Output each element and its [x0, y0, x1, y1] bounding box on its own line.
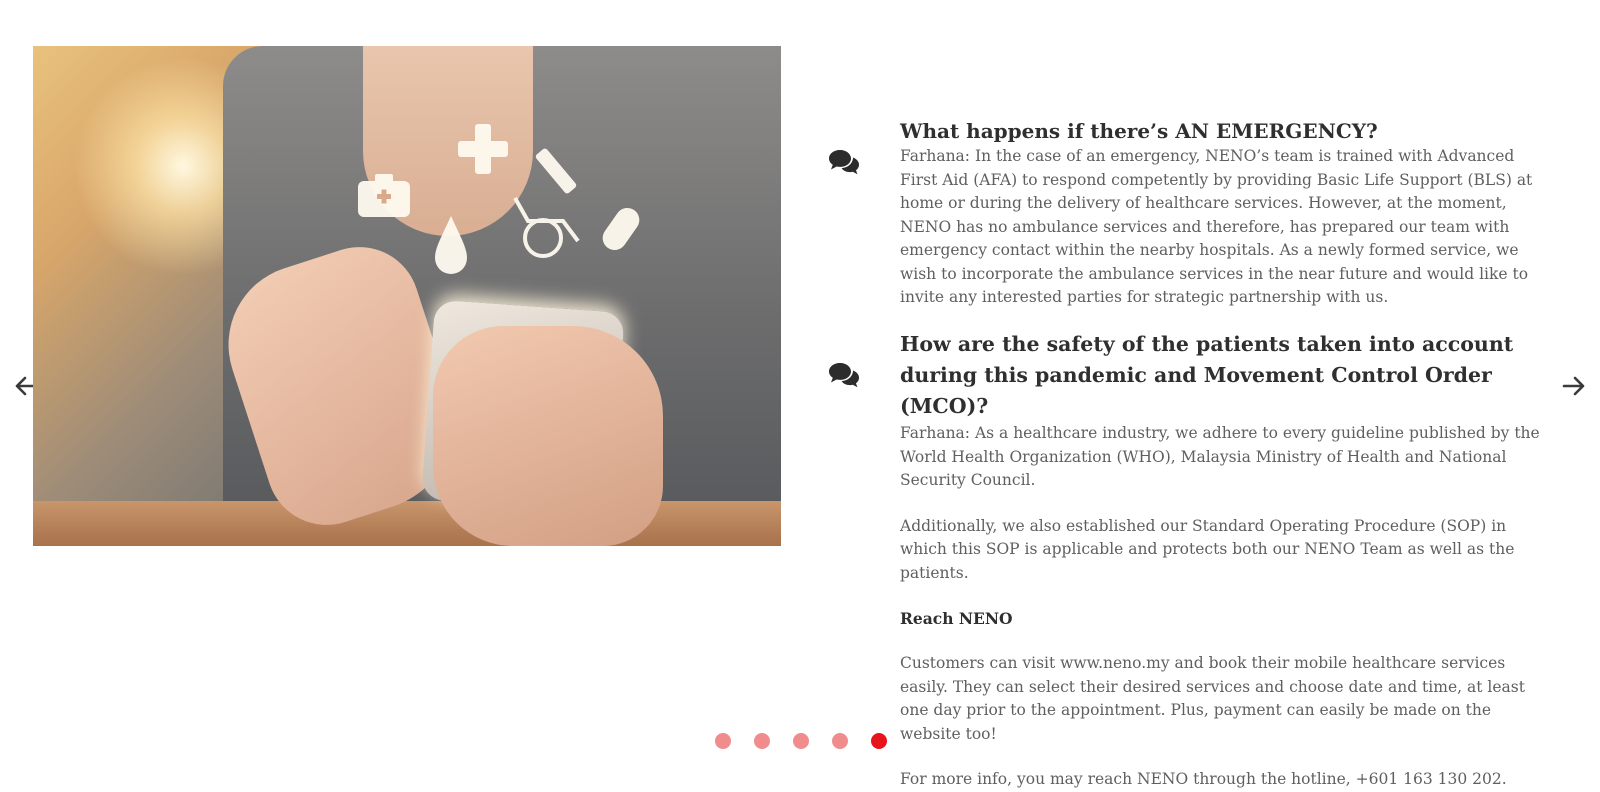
carousel-next-button[interactable] — [1558, 370, 1590, 402]
carousel-dot-1[interactable] — [715, 733, 731, 749]
faq-question: What happens if there’s AN EMERGENCY? — [900, 119, 1378, 143]
carousel-pagination — [715, 733, 887, 749]
carousel-dot-5[interactable] — [871, 733, 887, 749]
arrow-right-icon — [1558, 370, 1590, 402]
faq-answer: Farhana: In the case of an emergency, NENO’s team is trained with Advanced First Aid (AFA) to respond competently by providing Basic Life Support (BLS) at home or during the delivery of healthcare services. However, at the moment, NENO has no ambulance services and therefore, has prepared our team with emergency contact within the nearby hospitals. As a newly formed service, we wish to incorporate the ambulance services in the near future and would like to invite any interested parties for strategic partnership with us. — [900, 147, 1533, 306]
carousel-dot-2[interactable] — [754, 733, 770, 749]
faq-item — [900, 117, 1540, 310]
faq-question: How are the safety of the patients taken into account during this pandemic and Movement Control Order (MCO)? — [900, 332, 1514, 418]
reach-title: Reach NENO — [900, 609, 1013, 628]
reach-body: Customers can visit www.neno.my and book their mobile healthcare services easily. They can select their desired services and choose date and time, at least one day prior to the appointment. Plus, payment can easily be made on the website too! — [900, 654, 1525, 743]
medical-icons-overlay — [33, 46, 781, 546]
reach-hotline: For more info, you may reach NENO through the hotline, +601 163 130 202. — [900, 770, 1507, 788]
carousel-dot-3[interactable] — [793, 733, 809, 749]
faq-item — [900, 329, 1540, 792]
faq-additional: Additionally, we also established our Standard Operating Procedure (SOP) in which this SOP is applicable and protects both our NENO Team as well as the patients. — [900, 516, 1515, 582]
carousel-dot-4[interactable] — [832, 733, 848, 749]
chat-bubbles-icon — [828, 148, 860, 176]
chat-bubbles-icon — [828, 361, 860, 389]
healthcare-app-photo — [33, 46, 781, 546]
faq-answer: Farhana: As a healthcare industry, we adhere to every guideline published by the World Health Organization (WHO), Malaysia Ministry of Health and National Security Council. — [900, 424, 1540, 489]
